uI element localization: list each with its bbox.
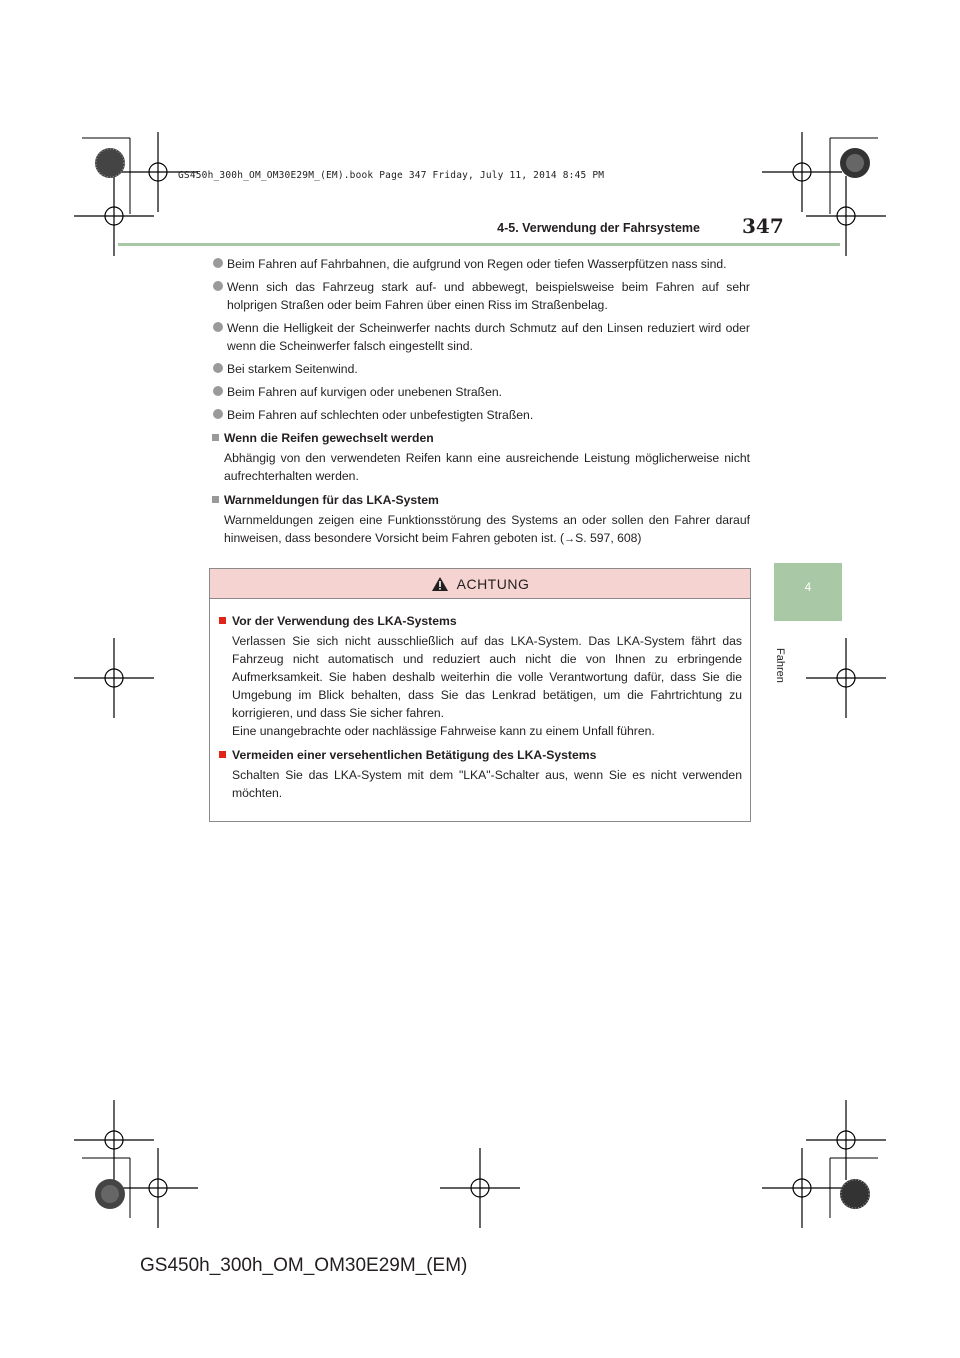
header-rule	[118, 243, 840, 246]
bullet-icon	[213, 322, 223, 332]
section-title: 4-5. Verwendung der Fahrsysteme	[497, 221, 700, 235]
book-file-line: GS450h_300h_OM_OM30E29M_(EM).book Page 347 Friday, July 11, 2014 8:45 PM	[178, 170, 605, 181]
warning-header	[210, 569, 750, 599]
warning-box	[209, 568, 751, 822]
footer-code: GS450h_300h_OM_OM30E29M_(EM)	[140, 1255, 468, 1276]
bullet-icon	[213, 363, 223, 373]
bullet-icon	[213, 409, 223, 419]
section-heading-tires: Wenn die Reifen gewechselt werden	[210, 429, 750, 447]
list-item: Beim Fahren auf Fahrbahnen, die aufgrund von Regen oder tiefen Wasserpfützen nass sind.	[210, 255, 750, 273]
warning-text-usage: Verlassen Sie sich nicht ausschließlich auf das LKA-System. Das LKA-System fährt das Fahrzeug nicht automatisch und reduziert auch nicht die von Ihnen zu erbringende Aufmerksamkeit. Sie haben deshalb weiterhin die volle Verantwortung dafür, dass Sie die Umgebung im Blick behalten, dass Sie das Lenkrad betätigen, um die Fahrtrichtung zu korrigieren, und dass Sie sicher fahren.	[232, 634, 742, 720]
list-item: Wenn sich das Fahrzeug stark auf- und abbewegt, beispielsweise beim Fahren auf sehr holprigen Straßen oder beim Fahren über einen Riss im Straßenbelag.	[210, 278, 750, 314]
warning-heading-accidental: Vermeiden einer versehentlichen Betätigung des LKA-Systems	[218, 746, 742, 764]
warning-text-usage-2: Eine unangebrachte oder nachlässige Fahrweise kann zu einem Unfall führen.	[232, 724, 655, 738]
section-heading-warnings: Warnmeldungen für das LKA-System	[210, 491, 750, 509]
warning-text-accidental: Schalten Sie das LKA-System mit dem "LKA"-Schalter aus, wenn Sie es nicht verwenden möchten.	[232, 768, 742, 800]
page-reference[interactable]: S. 597, 608)	[575, 531, 642, 545]
section-text-warnings: Warnmeldungen zeigen eine Funktionsstörung des Systems an oder sollen den Fahrer darauf hinweisen, dass besondere Vorsicht beim Fahren geboten ist. (→S. 597, 608)	[224, 513, 750, 545]
square-bullet-icon	[219, 617, 226, 624]
bullet-icon	[213, 258, 223, 268]
list-item: Bei starkem Seitenwind.	[210, 360, 750, 378]
list-item: Wenn die Helligkeit der Scheinwerfer nachts durch Schmutz auf den Linsen reduziert wird oder wenn die Scheinwerfer falsch eingestellt sind.	[210, 319, 750, 355]
warning-title: ACHTUNG	[456, 575, 530, 592]
square-bullet-icon	[219, 751, 226, 758]
warning-triangle-icon	[431, 576, 449, 592]
warning-heading-usage: Vor der Verwendung des LKA-Systems	[218, 612, 742, 630]
square-bullet-icon	[212, 496, 219, 503]
chapter-number: 4	[804, 580, 812, 594]
warning-body	[210, 599, 750, 802]
chapter-label: Fahren	[774, 648, 786, 683]
list-item: Beim Fahren auf kurvigen oder unebenen Straßen.	[210, 383, 750, 401]
square-bullet-icon	[212, 434, 219, 441]
main-content	[210, 255, 750, 554]
arrow-right-icon: →	[564, 533, 576, 545]
list-item: Beim Fahren auf schlechten oder unbefestigten Straßen.	[210, 406, 750, 424]
bullet-icon	[213, 386, 223, 396]
section-text-tires: Abhängig von den verwendeten Reifen kann eine ausreichende Leistung möglicherweise nicht aufrechterhalten werden.	[224, 451, 750, 483]
page-number: 347	[742, 214, 784, 238]
bullet-icon	[213, 281, 223, 291]
